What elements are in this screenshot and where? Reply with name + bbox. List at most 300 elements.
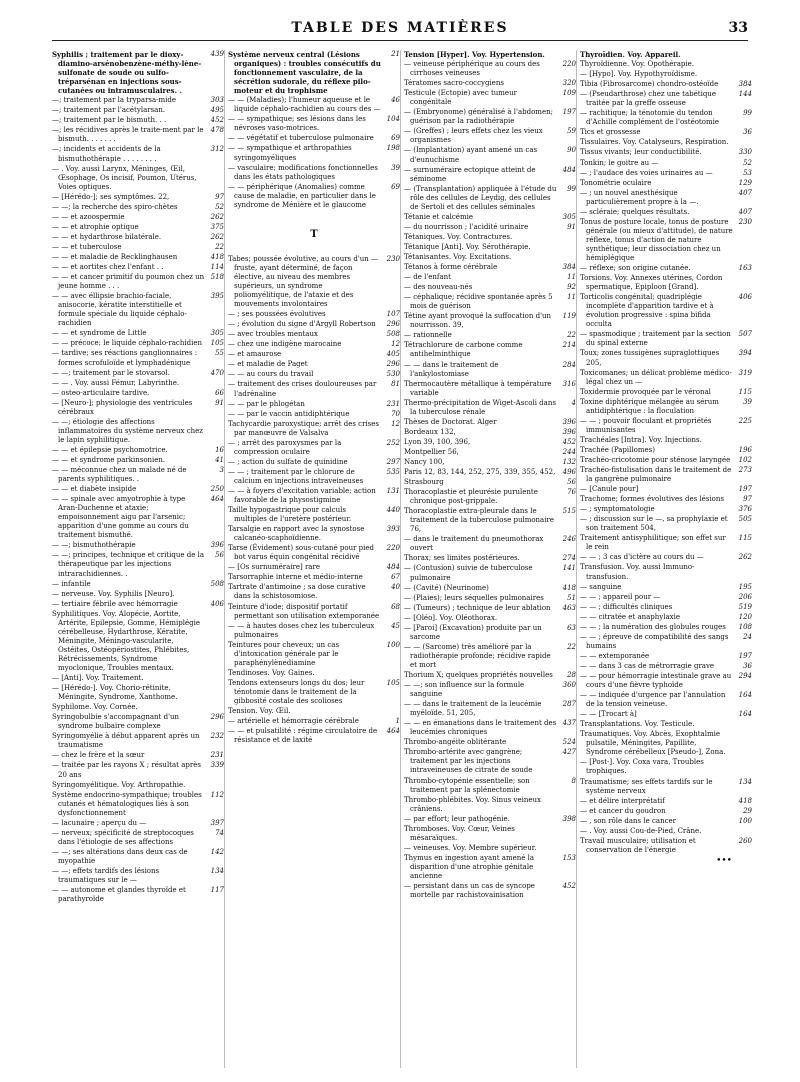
entry-page-ref: 53 (743, 168, 752, 177)
index-entry (52, 541, 224, 550)
entry-page-ref: 29 (743, 806, 752, 815)
entry-page-ref: 105 (210, 339, 224, 348)
index-entry (228, 468, 400, 486)
entry-page-ref: 67 (391, 573, 400, 582)
index-entry (580, 583, 752, 592)
index-entry (580, 652, 752, 661)
entry-text: — (Tumeurs) ; technique de leur ablation (404, 603, 551, 612)
entry-page-ref: 105 (386, 678, 400, 687)
entry-text: — chez le frère et la sœur (52, 751, 145, 760)
index-entry (52, 379, 224, 388)
entry-text: Torticolis congénital; quadriplégie incomplète d'apparition tardive et à évolution progressive : spina bifida occulta (580, 293, 714, 329)
entry-page-ref: 56 (567, 478, 576, 487)
index-entry (228, 487, 400, 505)
entry-text: — infantile (52, 579, 91, 588)
entry-text: — — autonome et glandes thyroïde et parathyroïde (52, 886, 186, 904)
entry-page-ref: 119 (562, 312, 576, 321)
entry-page-ref: 99 (743, 109, 752, 118)
index-entry (52, 292, 224, 328)
entry-page-ref: 163 (738, 264, 752, 273)
entry-page-ref: 376 (738, 505, 752, 514)
entry-text: — scléraie; quelques résultats. (580, 207, 690, 216)
entry-text: — — sympathique et arthropathies syringomyéliques (228, 144, 352, 162)
entry-page-ref: 40 (391, 583, 400, 592)
index-entry (580, 563, 752, 581)
index-entry (580, 534, 752, 552)
entry-text: Thermo-précipitation de Wiget-Ascoli dans la tuberculose rénale (404, 398, 556, 416)
entry-text: — — ; appareil pour — (580, 592, 661, 601)
index-entry (52, 485, 224, 494)
entry-text: — — précoce; le liquide céphalo-rachidien (52, 339, 202, 348)
entry-text: — — indiquée d'urgence par l'annulation de la tension veineuse. (580, 691, 726, 709)
entry-page-ref: 195 (738, 582, 752, 591)
index-entry (404, 882, 576, 900)
entry-page-ref: 220 (562, 60, 576, 69)
index-entry (404, 380, 576, 398)
entry-page-ref: 39 (391, 163, 400, 172)
index-entry (228, 144, 400, 162)
index-entry (228, 707, 400, 716)
index-entry (404, 361, 576, 379)
entry-page-ref: 406 (210, 599, 224, 608)
index-entry (52, 193, 224, 202)
entry-text: Thorium X; quelques propriétés nouvelles (404, 671, 553, 679)
entry-page-ref: 407 (738, 188, 752, 197)
entry-page-ref: 396 (210, 541, 224, 550)
entry-page-ref: 142 (210, 847, 224, 856)
entry-text: — [Paroi] (Excavation) produite par un sarcome (404, 623, 542, 641)
entry-text: Travail musculaire; utilisation et conservation de l'énergie (580, 836, 696, 854)
entry-page-ref: 11 (567, 293, 576, 302)
entry-text: Thoracoplastie extra-pleurale dans le traitement de la tuberculose pulmonaire 76, (404, 507, 554, 534)
entry-text: — rationnelle (404, 331, 452, 340)
entry-page-ref: 51 (567, 593, 576, 602)
index-entry (404, 448, 576, 457)
index-entry (52, 203, 224, 212)
index-entry (228, 370, 400, 379)
entry-text: Taille hypogastrique pour calculs multiples de l'uretère postérieur. (228, 506, 352, 524)
entry-text: — et cancer du goudron (580, 806, 666, 815)
index-entry (52, 580, 224, 589)
entry-text: — [Canule pour] (580, 485, 639, 494)
entry-page-ref: 28 (567, 671, 576, 679)
entry-text: — spasmodique ; traitement par la section du spinal externe (580, 330, 731, 348)
entry-page-ref: 22 (567, 642, 576, 651)
entry-text: Thrombo-phlébites. Voy. Sinus veineux crâniens. (404, 795, 541, 813)
entry-text: Tartrate d'antimoine ; sa dose curative dans la schistosomiose. (228, 583, 366, 601)
index-entry (52, 886, 224, 904)
entry-text: Tics et grossesse (580, 128, 641, 137)
entry-text: Thorax; ses limites postérieures. (404, 554, 520, 563)
index-entry (228, 622, 400, 640)
index-entry (52, 253, 224, 262)
entry-page-ref: 197 (562, 108, 576, 117)
entry-page-ref: 120 (738, 612, 752, 621)
index-entry (52, 732, 224, 750)
entry-text: — — et maladie de Recklinghausen (52, 252, 178, 261)
entry-text: Torsions. Voy. Annexes utérines, Cordon spermatique, Epiploon [Grand]. (580, 274, 723, 292)
entry-text: — — périphérique (Anomalies) comme cause de maladie, en particulier dans le syndrome de Ménière et le glaucome (228, 182, 376, 209)
entry-page-ref: 97 (743, 495, 752, 504)
entry-text: — réflexe; son origine cutanée. (580, 264, 691, 273)
index-entry (228, 350, 400, 359)
entry-page-ref: 303 (210, 96, 224, 105)
index-entry (228, 727, 400, 745)
entry-page-ref: 452 (562, 437, 576, 446)
index-entry (580, 398, 752, 416)
entry-text: — — et pulsatilité : régime circulatoire de résistance et de laxité (228, 727, 378, 745)
index-entry (404, 243, 576, 252)
index-entry (52, 819, 224, 828)
entry-text: — [Oléo]. Voy. Oléothorax. (404, 613, 498, 622)
entry-text: — du nourrisson ; l'acidité urinaire (404, 222, 529, 231)
index-entry (580, 837, 752, 855)
entry-text: — —; ses altérations dans deux cas de myopathie (52, 847, 188, 865)
index-entry (404, 643, 576, 670)
entry-text: — — ; la numération des globules rouges (580, 622, 726, 631)
index-entry (228, 164, 400, 182)
entry-text: — ; action du sulfate de quinidine (228, 457, 348, 466)
index-entry (52, 96, 224, 105)
index-entry (52, 600, 224, 609)
entry-text: — — et cancer primitif du poumon chez un jeune homme . . . (52, 273, 205, 291)
entry-page-ref: 230 (738, 217, 752, 226)
entry-text: — persistant dans un cas de syncope mortelle par rachistovainisation (404, 882, 535, 900)
index-entry (404, 719, 576, 737)
entry-page-ref: 384 (738, 80, 752, 89)
entry-text: Trachéales [Intra]. Voy. Injections. (580, 435, 702, 444)
entry-text: — nerveux; spécificité de streptocoques dans l'étiologie de ses affections (52, 828, 194, 846)
entry-text: — traitée par les rayons X ; résultat après 20 ans (52, 761, 201, 779)
index-entry (580, 417, 752, 435)
entry-text: Testicule (Ectopie) avec tumeur congénitale (404, 89, 517, 107)
index-entry (580, 691, 752, 709)
entry-text: Tension. Voy. Œil. (228, 707, 291, 716)
entry-text: —; traitement par l'acétylarsan. (52, 106, 166, 115)
index-column-3 (400, 50, 576, 1068)
entry-page-ref: 375 (210, 222, 224, 231)
entry-page-ref: 206 (738, 592, 752, 601)
entry-page-ref: 39 (743, 397, 752, 406)
entry-text: — —; bismuthothérapie (52, 541, 136, 550)
entry-text: — par effort; leur pathogénie. (404, 814, 510, 823)
index-entry (580, 436, 752, 445)
entry-page-ref: 508 (386, 330, 400, 339)
entry-page-ref: 439 (210, 50, 224, 58)
entry-text: Thyroïdien. Voy. Appareil. (580, 50, 681, 59)
entry-text: — — à foyers d'excitation variable; action favorable de la physostigmine (228, 486, 376, 505)
entry-text: — rachitique; la ténotomie du tendon d'Achille complément de l'ostéotomie (580, 109, 719, 127)
entry-page-ref: 4 (571, 398, 576, 407)
index-entry (404, 341, 576, 359)
entry-page-ref: 296 (386, 320, 400, 329)
index-column-4 (576, 50, 752, 1068)
entry-page-ref: 440 (386, 506, 400, 515)
index-entry (404, 438, 576, 447)
entry-page-ref: 407 (738, 207, 752, 216)
entry-text: — osteo-articulaire tardive. (52, 388, 150, 397)
entry-text: Thymus en ingestion ayant amené la disparition d'une atrophie génitale ancienne (404, 853, 535, 880)
entry-text: Nancy 100, (404, 457, 445, 466)
entry-page-ref: 262 (210, 212, 224, 221)
entry-text: — — spinale avec amyotrophie à type Aran-Duchenne et ataxie; empoisonnement aigu par l'arsenic; apparition d'une gomme au cours du traitement bismuthé. (52, 495, 189, 540)
entry-text: — (Contusion) suivie de tuberculose pulmonaire (404, 564, 533, 582)
entry-text: — — et diabète insipide (52, 485, 137, 494)
index-entry (52, 369, 224, 378)
entry-page-ref: 76 (567, 488, 576, 497)
entry-text: Transplantations. Voy. Testicule. (580, 720, 695, 729)
index-entry (228, 360, 400, 369)
entry-text: Tissulaires. Voy. Catalyseurs, Respiration. (580, 138, 729, 147)
entry-text: — — ; traitement par le chlorure de calcium en injections intraveineuses (228, 467, 364, 485)
entry-page-ref: 535 (386, 467, 400, 476)
index-entry (580, 148, 752, 157)
entry-page-ref: 66 (215, 388, 224, 397)
entry-text: Tarsalgie en rapport avec la synostose calcanéo-scaphoïdienne. (228, 525, 365, 543)
index-entry (580, 797, 752, 806)
entry-page-ref: 197 (738, 651, 752, 660)
index-entry (52, 106, 224, 115)
entry-page-ref: 153 (562, 853, 576, 862)
entry-page-ref: 36 (743, 661, 752, 670)
entry-page-ref: 393 (386, 525, 400, 534)
entry-page-ref: 100 (738, 816, 752, 825)
index-entry (404, 127, 576, 145)
entry-page-ref: 100 (386, 640, 400, 649)
entry-text: — (Implantation) ayant amené un cas d'eunuchisme (404, 146, 538, 164)
entry-text: — [Os surnuméraire] rare (228, 563, 320, 572)
entry-page-ref: 464 (386, 727, 400, 736)
entry-text: Tonus de posture locale, tonus de posture générale (ou mieux d'attitude), de nature réflexe, tonus d'action de nature synthétique; leur dissociation chez un hémiplégique (580, 217, 733, 262)
index-entry (580, 70, 752, 79)
entry-page-ref: 109 (562, 89, 576, 98)
entry-text: — , son rôle dans le cancer (580, 816, 676, 825)
entry-text: Tétanie et calcémie (404, 212, 473, 221)
index-entry (404, 312, 576, 330)
entry-page-ref: 92 (567, 283, 576, 292)
entry-text: — — ; difficultés cliniques (580, 602, 673, 611)
entry-page-ref: 484 (386, 563, 400, 572)
index-entry (52, 684, 224, 702)
entry-page-ref: 59 (567, 127, 576, 136)
index-columns (52, 50, 752, 1068)
index-entry (580, 672, 752, 690)
entry-text: Teintures pour cheveux; un cas d'intoxication générale par le paraphénylènediamine (228, 640, 340, 667)
index-entry (580, 208, 752, 217)
index-entry (404, 233, 576, 242)
index-entry (52, 145, 224, 163)
entry-text: — ; symptomatologie (580, 505, 655, 514)
entry-text: — — . Voy. aussi Fémur, Labyrinthe. (52, 378, 180, 387)
entry-text: — [Hérédo-]; ses symptômes. 22, (52, 192, 170, 201)
entry-text: Tétanos à forme cérébrale (404, 263, 498, 272)
index-entry (404, 418, 576, 427)
entry-text: Syphilitiques. Voy. Alopécie, Aortite, Artérite, Epilepsie, Gomme, Hémiplégie cérébelleuse, Hydarthrose, Kératite, Méningite, Méningo-vascularite, Ostéites, Ostéopériostites, Phlébites, Rétrécissements, Syndrome myoclonique, Troubles mentaux. (52, 609, 200, 672)
entry-page-ref: 330 (738, 148, 752, 157)
index-entry (580, 109, 752, 127)
index-entry (52, 223, 224, 232)
index-entry (404, 681, 576, 699)
index-entry (404, 399, 576, 417)
entry-text: — — végétatif et tuberculose pulmonaire (228, 134, 374, 143)
index-entry (580, 623, 752, 632)
entry-text: — . Voy. aussi Cou-de-Pied, Crâne. (580, 826, 702, 835)
entry-text: — — et tuberculose (52, 242, 122, 251)
index-entry (52, 243, 224, 252)
entry-text: — [Post-]. Voy. Coxa vara, Troubles trophiques. (580, 758, 704, 776)
entry-page-ref: 91 (215, 398, 224, 407)
index-entry (580, 293, 752, 329)
entry-text: Thrombo-artérite avec gangrène; traitement par les injections intraveineuses de citrate de soude (404, 748, 533, 775)
index-entry (228, 717, 400, 726)
index-entry (580, 446, 752, 455)
index-entry (404, 671, 576, 680)
index-entry (580, 720, 752, 729)
entry-text: — céphalique; récidive spontanée après 5 mois de guérison (404, 293, 553, 311)
entry-text: Transfusion. Voy. aussi Immuno-transfusion. (580, 563, 695, 581)
entry-text: Tonkin; le goitre au — (580, 158, 659, 167)
entry-text: Traumatisme; ses effets tardifs sur le système nerveux (580, 777, 713, 795)
entry-page-ref: 12 (391, 419, 400, 428)
entry-page-ref: 287 (562, 700, 576, 709)
entry-text: — ; arrêt des paroxysmes par la compression oculaire (228, 438, 342, 456)
entry-text: Trachéo-cricotomie pour sténose laryngée (580, 455, 731, 464)
page-number: 33 (728, 20, 748, 36)
index-entry (404, 478, 576, 487)
index-entry (52, 867, 224, 885)
entry-text: Système endocrino-sympathique; troubles cutanés et hématologiques liés à son dysfonctionnement (52, 790, 202, 817)
entry-text: Thoracoplastie et pleurésie purulente chronique post-grippale. (404, 488, 538, 506)
entry-text: — — ; épreuve de compatibilité des sangs humains (580, 632, 729, 650)
entry-page-ref: 284 (562, 360, 576, 369)
entry-page-ref: 312 (210, 145, 224, 154)
index-entry (52, 781, 224, 790)
index-entry (580, 159, 752, 168)
entry-page-ref: 164 (738, 691, 752, 700)
entry-text: Trachéo-fistulisation dans le traitement de la gangrène pulmonaire (580, 466, 732, 484)
entry-page-ref: 220 (386, 544, 400, 553)
entry-page-ref: 108 (738, 622, 752, 631)
entry-page-ref: 134 (210, 866, 224, 875)
entry-page-ref: 141 (562, 564, 576, 573)
entry-text: Tachycardie paroxystique; arrêt des crises par manœuvre de Valsalva (228, 419, 380, 437)
index-entry (580, 369, 752, 387)
entry-text: — des nouveau-nés (404, 283, 473, 292)
index-entry (404, 273, 576, 282)
index-entry (580, 169, 752, 178)
index-entry (404, 825, 576, 843)
entry-page-ref: 316 (562, 379, 576, 388)
index-entry (228, 330, 400, 339)
entry-text: — —; son influence sur la formule sanguine (404, 681, 525, 699)
entry-page-ref: 69 (391, 134, 400, 143)
entry-text: — (Plaies); leurs séquelles pulmonaires (404, 593, 544, 602)
index-entry (580, 505, 752, 514)
index-entry (580, 553, 752, 562)
entry-text: — lacunaire ; aperçu du — (52, 818, 147, 827)
entry-page-ref: 507 (738, 330, 752, 339)
entry-text: Traitement antisyphilitique; son effet sur le rein (580, 534, 726, 552)
entry-text: Tibia (Fibrosarcome) chondro-ostéoïde (580, 80, 719, 89)
entry-text: — avec troubles mentaux (228, 330, 318, 339)
entry-page-ref: 132 (562, 457, 576, 466)
index-entry (228, 410, 400, 419)
entry-text: — — et épilepsie psychomotrice. (52, 445, 168, 454)
entry-text: Tétanique [Anti]. Voy. Sérothérapie. (404, 242, 531, 251)
index-entry (404, 564, 576, 582)
entry-text: Toxidermie provoquée par le véronal (580, 387, 711, 396)
index-entry (404, 507, 576, 534)
index-entry (404, 331, 576, 340)
entry-text: Système nerveux central (Lésions organiques) : troubles consécutifs du fonctionnement vasculaire, de la sécrétion sudorale, du réflexe pilo-moteur et du trophisme (228, 50, 381, 96)
index-entry (404, 854, 576, 881)
entry-text: Syringomyélitique. Voy. Arthropathie. (52, 780, 186, 789)
index-entry (580, 778, 752, 796)
entry-page-ref: 11 (567, 273, 576, 282)
entry-page-ref: 339 (210, 761, 224, 770)
index-entry (228, 439, 400, 457)
entry-text: — —; traitement par le stovarsol. (52, 368, 170, 377)
index-entry (52, 418, 224, 445)
index-entry (228, 525, 400, 543)
entry-text: Traumatiques. Voy. Abcès, Exophtalmie pulsatile, Méningites, Papillite, Syndrome cérébelleux [Pseudo-], Zona. (580, 730, 726, 757)
entry-page-ref: 114 (210, 263, 224, 272)
index-entry (580, 264, 752, 273)
index-entry (404, 554, 576, 563)
entry-page-ref: 115 (738, 534, 752, 543)
entry-page-ref: 36 (743, 128, 752, 137)
entry-text: Lyon 39, 100, 396, (404, 437, 471, 446)
entry-page-ref: 12 (391, 340, 400, 349)
index-entry (52, 713, 224, 731)
entry-page-ref: 294 (738, 672, 752, 680)
index-column-2 (224, 50, 400, 1068)
entry-page-ref: 418 (210, 252, 224, 261)
index-entry (228, 506, 400, 524)
entry-page-ref: 74 (215, 828, 224, 837)
index-entry (404, 468, 576, 477)
index-entry (404, 79, 576, 88)
entry-page-ref: 225 (738, 416, 752, 425)
index-entry (228, 96, 400, 114)
entry-page-ref: 452 (210, 116, 224, 125)
entry-text: — et délire interprétatif (580, 796, 665, 805)
index-entry (404, 146, 576, 164)
entry-text: — veineuses. Voy. Membre supérieur. (404, 843, 537, 852)
index-entry (580, 730, 752, 757)
index-entry (52, 791, 224, 818)
entry-page-ref: 231 (210, 751, 224, 760)
entry-page-ref: 427 (562, 748, 576, 757)
entry-page-ref: 305 (210, 329, 224, 338)
entry-text: — — dans le traitement de l'ankylostomiase (404, 360, 499, 378)
entry-page-ref: 360 (562, 681, 576, 690)
index-entry (52, 389, 224, 398)
index-entry (52, 829, 224, 847)
index-entry (228, 641, 400, 668)
entry-text: Trachome; formes évolutives des lésions (580, 495, 724, 504)
entry-page-ref: 198 (386, 144, 400, 153)
entry-text: — sanguine (580, 582, 622, 591)
entry-text: Thèses de Doctorat. Alger (404, 417, 497, 426)
entry-text: Thrombo-angéite oblitérante (404, 738, 507, 747)
entry-page-ref: 41 (215, 455, 224, 464)
entry-page-ref: 21 (391, 50, 400, 58)
entry-page-ref: 296 (210, 713, 224, 722)
index-entry (580, 495, 752, 504)
entry-page-ref: 515 (562, 507, 576, 516)
index-entry (404, 293, 576, 311)
